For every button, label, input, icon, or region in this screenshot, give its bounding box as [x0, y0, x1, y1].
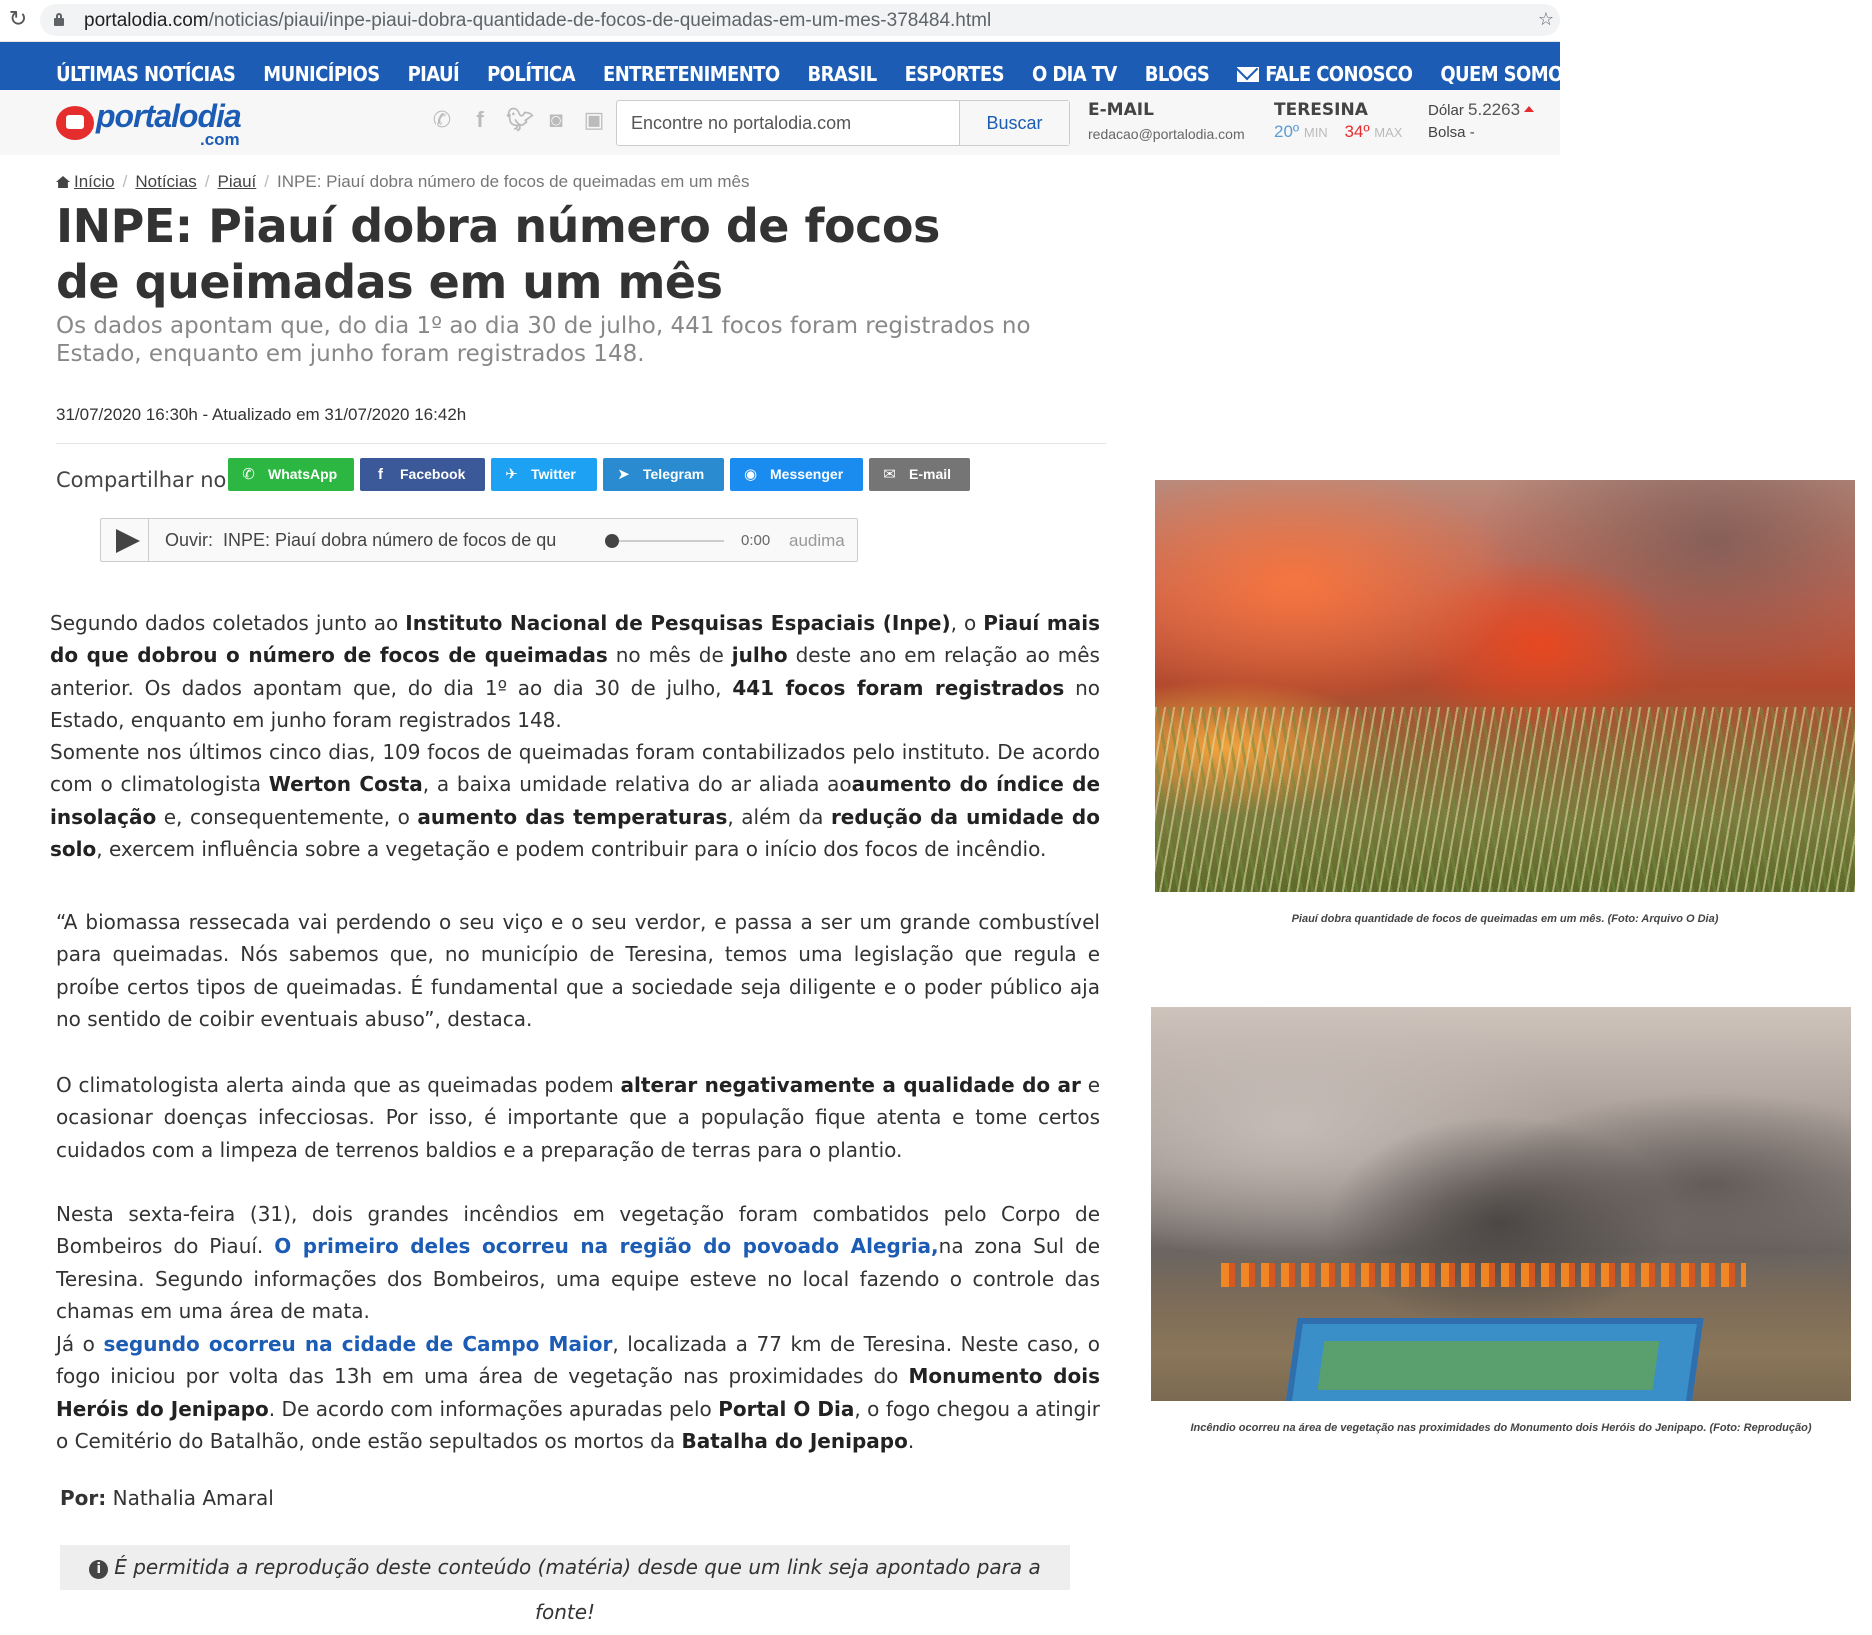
article-paragraph-4: O climatologista alerta ainda que as queimadas podem alterar negativamente a qualidade do ar e ocasionar doenças infecciosas. Por isso, é importante que a população fique atenta e tome certos cuidados com a limpeza de terrenos baldios e a preparação de terras para o plantio.	[56, 1073, 1100, 1162]
main-nav	[0, 42, 1576, 90]
twitter-icon[interactable]: 🐦︎	[506, 107, 534, 132]
logo-mark-icon	[56, 106, 94, 140]
link-primeiro-incendio[interactable]: O primeiro deles ocorreu na região do povoado Alegria,	[274, 1234, 939, 1259]
weather-max: 34º	[1344, 122, 1370, 141]
article-quote: “A biomassa ressecada vai perdendo o seu viço e o seu verdor, e passa a ser um grande combustível para queimadas. Nós sabemos que, no município de Teresina, temos uma legislação que regula e proíbe certos tipos de queimadas. É fundamental que a sociedade seja diligente e o poder público aja no sentido de coibir eventuais abuso”, destaca.	[56, 910, 1100, 1032]
audio-label: Ouvir:	[165, 530, 214, 550]
share-label: Compartilhar no	[56, 468, 227, 492]
share-whatsapp-button[interactable]	[228, 458, 354, 491]
photo-caption-1: Piauí dobra quantidade de focos de queimadas em um mês. (Foto: Arquivo O Dia)	[1291, 913, 1719, 925]
article-paragraph-6: Já o segundo ocorreu na cidade de Campo Maior, localizada a 77 km de Teresina. Neste caso, o fogo iniciou por volta das 13h em uma área de vegetação nas proximidades do Monumento dois Heróis do Jenipapo. De acordo com informações apuradas pelo Portal O Dia, o fogo chegou a atingir o Cemitério do Batalhão, onde estão sepultados os mortos da Batalha do Jenipapo.	[56, 1332, 1101, 1454]
address-bar[interactable]	[40, 4, 1560, 36]
email-contact	[1088, 100, 1245, 142]
divider	[56, 443, 1106, 444]
logo-word: portalodia	[96, 98, 241, 134]
share-email-label: E-mail	[909, 466, 952, 482]
nav-item-quem-somos[interactable]: QUEM SOMOS	[1440, 62, 1576, 86]
lock-icon	[54, 13, 64, 26]
author-name: Nathalia Amaral	[112, 1486, 274, 1510]
audio-track: INPE: Piauí dobra número de focos de qu	[223, 530, 557, 550]
email-icon: ✉	[883, 466, 896, 483]
share-facebook-label: Facebook	[400, 466, 466, 482]
audio-brand: audima	[789, 531, 845, 550]
bolsa-value: Bolsa -	[1428, 124, 1475, 141]
whatsapp-icon: ✆	[242, 466, 255, 483]
nav-item-o-dia-tv[interactable]: O DIA TV	[1031, 62, 1117, 86]
breadcrumb-noticias[interactable]: Notícias	[135, 172, 197, 191]
dolar-value: 5.2263	[1468, 100, 1521, 119]
weather-city: TERESINA	[1274, 100, 1368, 120]
article-dateline: 31/07/2020 16:30h - Atualizado em 31/07/2020 16:42h	[56, 405, 467, 424]
site-search	[616, 100, 1070, 146]
share-whatsapp-label: WhatsApp	[268, 466, 338, 482]
audio-player	[100, 518, 858, 562]
nav-item-politica[interactable]: POLÍTICA	[487, 62, 575, 86]
share-messenger-button[interactable]	[730, 458, 863, 491]
search-button[interactable]: Buscar	[959, 101, 1069, 145]
envelope-icon	[1237, 67, 1259, 82]
email-label: E-MAIL	[1088, 100, 1154, 120]
article-photo-fire-pool[interactable]	[1151, 1007, 1851, 1401]
audio-time: 0:00	[741, 532, 771, 549]
reproduction-notice	[60, 1545, 1070, 1624]
search-input[interactable]	[617, 101, 957, 145]
facebook-icon[interactable]: f	[476, 107, 484, 132]
whatsapp-icon[interactable]: ✆	[432, 107, 452, 132]
url-text	[84, 10, 991, 32]
audio-progress-track[interactable]	[609, 540, 724, 542]
bookmark-star-icon[interactable]: ☆	[1537, 9, 1554, 29]
weather-min-label: MIN	[1303, 125, 1328, 140]
home-icon	[56, 176, 70, 188]
article-photo-fire-grass[interactable]	[1155, 480, 1855, 892]
weather-widget	[1274, 100, 1402, 142]
market-widget	[1428, 100, 1534, 141]
up-arrow-icon	[1524, 106, 1534, 112]
article-paragraph-1: Segundo dados coletados junto ao Instituto Nacional de Pesquisas Espaciais (Inpe), o Piauí mais do que dobrou o número de focos de queimadas no mês de julho deste ano em relação ao mês anterior. Os dados apontam que, do dia 1º ao dia 30 de julho, 441 focos foram registrados no Estado, enquanto em junho foram registrados 148.	[50, 611, 1100, 733]
messenger-icon: ◉	[743, 466, 758, 483]
photo-caption-2: Incêndio ocorreu na área de vegetação nas proximidades do Monumento dois Heróis do Jenipapo. (Foto: Reprodução)	[1190, 1422, 1812, 1434]
author-label: Por:	[60, 1486, 107, 1510]
nav-item-piaui[interactable]: PIAUÍ	[407, 62, 460, 86]
logo-com: .com	[200, 130, 240, 149]
nav-item-fale-conosco-label: FALE CONOSCO	[1265, 62, 1413, 86]
article-paragraph-5: Nesta sexta-feira (31), dois grandes incêndios em vegetação foram combatidos pelo Corpo de Bombeiros do Piauí. O primeiro deles ocorreu na região do povoado Alegria,na zona Sul de Teresina. Segundo informações dos Bombeiros, uma equipe esteve no local fazendo o controle das chamas em uma área de mata.	[56, 1202, 1100, 1324]
reload-icon[interactable]: ↻	[8, 6, 28, 31]
telegram-icon: ➤	[617, 466, 630, 483]
play-icon[interactable]	[101, 519, 149, 561]
notice-text: É permitida a reprodução deste conteúdo (matéria) desde que um link seja apontado para a fonte!	[114, 1555, 1041, 1624]
share-telegram-label: Telegram	[643, 466, 705, 482]
link-campo-maior[interactable]: segundo ocorreu na cidade de Campo Maior	[103, 1332, 613, 1356]
youtube-icon[interactable]: ▣	[583, 107, 605, 132]
audio-title	[165, 530, 585, 551]
instagram-icon[interactable]: ◙	[549, 107, 563, 132]
email-value[interactable]: redacao@portalodia.com	[1088, 126, 1245, 142]
twitter-icon: ✈	[505, 466, 518, 483]
social-links	[430, 108, 606, 132]
audio-progress-knob[interactable]	[605, 534, 619, 548]
breadcrumb-inicio[interactable]: Início	[74, 172, 115, 191]
info-icon: i	[89, 1560, 108, 1579]
nav-item-entretenimento[interactable]: ENTRETENIMENTO	[603, 62, 780, 86]
url-path: /noticias/piaui/inpe-piaui-dobra-quantidade-de-focos-de-queimadas-em-um-mes-378484.html	[208, 10, 992, 31]
nav-item-esportes[interactable]: ESPORTES	[904, 62, 1004, 86]
share-email-button[interactable]	[869, 458, 970, 491]
article-title: INPE: Piauí dobra número de focos de queimadas em um mês	[56, 199, 940, 309]
share-facebook-button[interactable]	[360, 458, 485, 491]
nav-item-ultimas-noticias[interactable]: ÚLTIMAS NOTÍCIAS	[56, 62, 236, 86]
article-paragraph-2: Somente nos últimos cinco dias, 109 focos de queimadas foram contabilizados pelo instituto. De acordo com o climatologista Werton Costa, a baixa umidade relativa do ar aliada aoaumento do índice de insolação e, consequentemente, o aumento das temperaturas, além da redução da umidade do solo, exercem influência sobre a vegetação e podem contribuir para o início dos focos de incêndio.	[50, 740, 1101, 862]
breadcrumb-current: INPE: Piauí dobra número de focos de queimadas em um mês	[277, 172, 750, 191]
nav-item-fale-conosco[interactable]	[1237, 42, 1440, 86]
site-header	[0, 90, 1560, 155]
url-host: portalodia.com	[84, 10, 209, 31]
nav-item-blogs[interactable]: BLOGS	[1144, 62, 1210, 86]
weather-max-label: MAX	[1374, 125, 1403, 140]
breadcrumb: Início / Notícias / Piauí / INPE: Piauí dobra número de focos de queimadas em um mês	[56, 172, 749, 192]
nav-item-brasil[interactable]: BRASIL	[807, 62, 877, 86]
nav-item-municipios[interactable]: MUNICÍPIOS	[263, 62, 380, 86]
dolar-label: Dólar	[1428, 102, 1464, 119]
weather-min: 20º	[1274, 122, 1300, 141]
breadcrumb-piaui[interactable]: Piauí	[217, 172, 257, 191]
share-telegram-button[interactable]	[603, 458, 724, 491]
share-twitter-label: Twitter	[531, 466, 576, 482]
article-author	[60, 1486, 274, 1510]
article-subtitle: Os dados apontam que, do dia 1º ao dia 30 de julho, 441 focos foram registrados no Estado, enquanto em junho foram registrados 148.	[56, 313, 1031, 367]
browser-toolbar	[0, 0, 1560, 42]
share-messenger-label: Messenger	[770, 466, 844, 482]
share-twitter-button[interactable]	[491, 458, 597, 491]
facebook-icon: f	[378, 466, 383, 483]
